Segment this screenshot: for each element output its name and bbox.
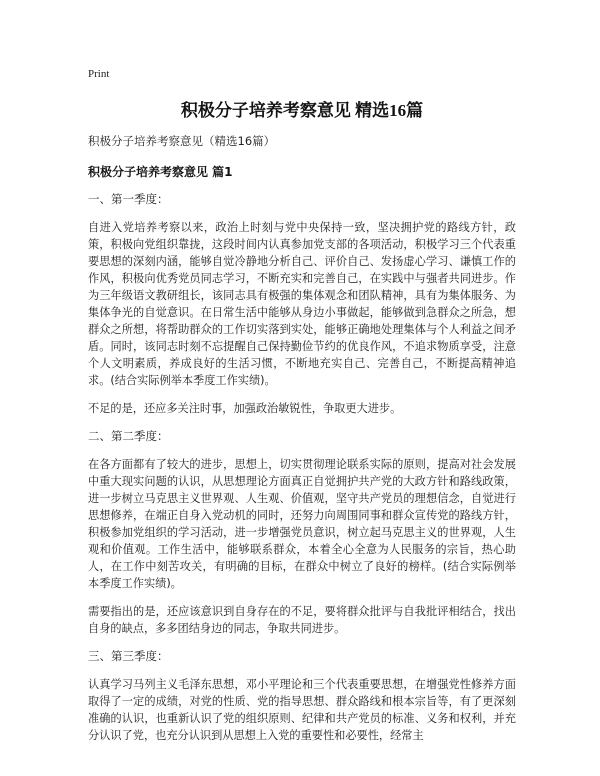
section-heading: 积极分子培养考察意见 篇1 xyxy=(88,165,233,179)
paragraph: 不足的是，还应多关注时事，加强政治敏锐性，争取更大进步。 xyxy=(88,402,402,415)
season-heading-q3: 三、第三季度： xyxy=(88,649,169,663)
paragraph: 在各方面都有了较大的进步，思想上，切实贯彻理论联系实际的原则，提高对社会发展中重大现实问题的认识，从思想理论方面真正自觉拥护共产党的大政方针和路线政策，进一步树立马克思主义世界观、人生观、价值观，坚守共产党员的理想信念，自觉进行思想修养，在端正自身入党动机的同时，还努力向周围同事和群众宣传党的路线方针，积极参加党组织的学习活动，进一步增强党员意识，树立起马克思主义的世界观，人生观和价值观。工作生活中，能够联系群众，本着全心全意为人民服务的宗旨，热心助人，在工作中刻苦攻关，有明确的目标，在群众中树立了良好的榜样。(结合实际例举本季度工作实绩)。 xyxy=(88,458,516,590)
document-subtitle: 积极分子培养考察意见（精选16篇） xyxy=(88,134,276,148)
season-heading-q1: 一、第一季度： xyxy=(88,192,169,206)
paragraph: 需要指出的是，还应该意识到自身存在的不足，要将群众批评与自我批评相结合，找出自身的缺点，多多团结身边的同志，争取共同进步。 xyxy=(88,605,516,635)
paragraph: 自进入党培养考察以来，政治上时刻与党中央保持一致，坚决拥护党的路线方针，政策，积极向党组织靠拢，这段时间内认真参加党支部的各项活动，积极学习三个代表重要思想的深刻内涵，能够自觉冷静地分析自己、评价自己、发扬虚心学习、谦慎工作的作风，积极向优秀党员同志学习，不断充实和完善自己，在实践中与强者共同进步。作为三年级语文教研组长，该同志具有极强的集体观念和团队精神，具有为集体服务、为集体争光的自觉意识。在日常生活中能够从身边小事做起，能够做到急群众之所急，想群众之所想，将帮助群众的工作切实落到实处，能够正确地处理集体与个人利益之间矛盾。同时，该同志时刻不忘提醒自己保持勤俭节约的优良作风，不追求物质享受，注意个人文明素质，养成良好的生活习惯，不断地充实自己、完善自己，不断提高精神追求。(结合实际例举本季度工作实绩)。 xyxy=(88,221,516,387)
paragraph: 认真学习马列主义毛泽东思想，邓小平理论和三个代表重要思想，在增强党性修养方面取得了一定的成绩，对党的性质、党的指导思想、群众路线和根本宗旨等，有了更深刻准确的认识，也重新认识了党的组织原则、纪律和共产党员的标准、义务和权利，并充分认识了党，也充分认识到从思想上入党的重要性和必要性，经常主 xyxy=(88,678,516,742)
print-label[interactable]: Print xyxy=(88,68,110,80)
season-heading-q2: 二、第二季度： xyxy=(88,429,169,443)
document-title: 积极分子培养考察意见 精选16篇 xyxy=(180,101,424,120)
